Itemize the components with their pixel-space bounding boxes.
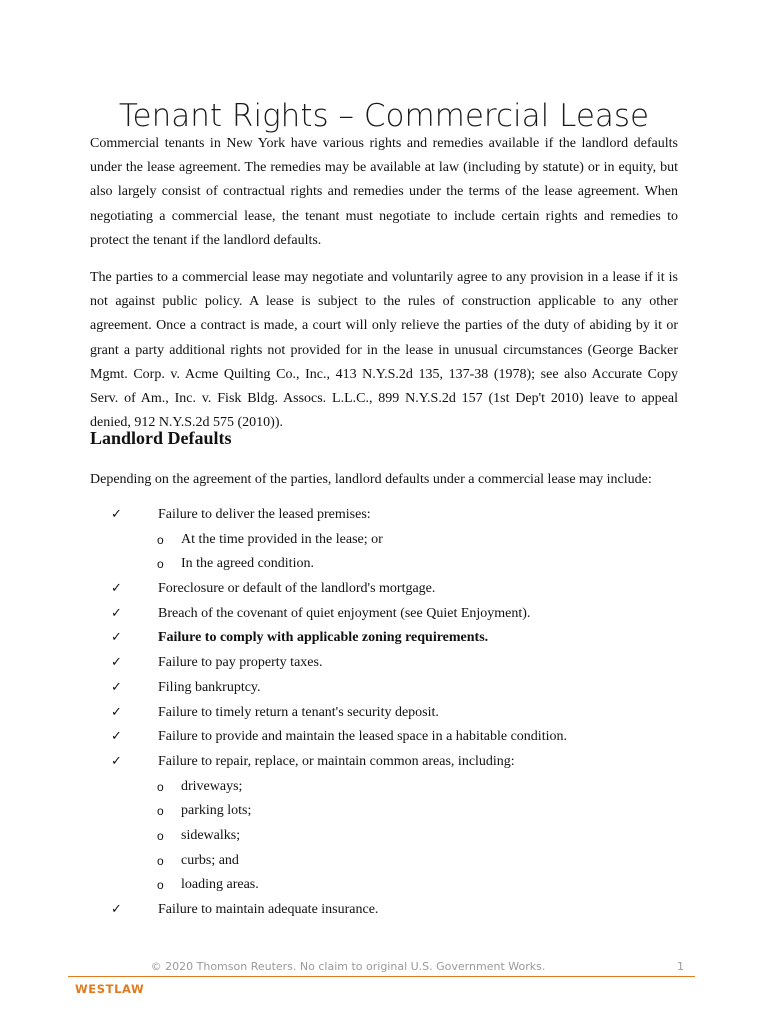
section-heading: Landlord Defaults <box>90 428 232 448</box>
checkmark-icon: ✓ <box>111 581 122 597</box>
sub-list-item-text: curbs; and <box>181 852 239 868</box>
list-item-text: Failure to repair, replace, or maintain common areas, including: <box>158 753 515 769</box>
list-item <box>0 725 768 750</box>
list-item <box>0 503 768 528</box>
sub-list-item-text: sidewalks; <box>181 827 241 843</box>
westlaw-logo: WESTLAW <box>75 982 145 996</box>
intro-paragraph: Commercial tenants in New York have various rights and remedies available if the landlord defaults under the lease agreement. The remedies may be available at law (including by statute) or in equity, but also largely consist of contractual rights and remedies under the terms of the lease agreement. When negotiating a commercial lease, the tenant must negotiate to include certain rights and remedies to protect the tenant if the landlord defaults. <box>90 136 678 248</box>
sub-list-item <box>0 528 768 553</box>
list-item <box>0 626 768 651</box>
checkmark-icon: ✓ <box>111 704 122 720</box>
sub-list-item <box>0 824 768 849</box>
sub-list-item <box>0 775 768 800</box>
list-item <box>0 701 768 726</box>
list-item <box>0 651 768 676</box>
sub-list-item-text: In the agreed condition. <box>181 556 314 572</box>
list-item <box>0 750 768 775</box>
circle-bullet-icon: o <box>157 878 164 893</box>
list-item-text: Filing bankruptcy. <box>158 679 261 695</box>
checkmark-icon: ✓ <box>111 679 122 695</box>
checkmark-icon: ✓ <box>111 630 122 646</box>
circle-bullet-icon: o <box>157 828 164 843</box>
checkmark-icon: ✓ <box>111 655 122 671</box>
sub-list-item-text: parking lots; <box>181 803 252 819</box>
circle-bullet-icon: o <box>157 779 164 794</box>
sub-list-item-text: driveways; <box>181 778 243 794</box>
checkmark-icon: ✓ <box>111 753 122 769</box>
circle-bullet-icon: o <box>157 532 164 547</box>
list-item-text: Failure to deliver the leased premises: <box>158 507 371 522</box>
list-item-text: Failure to pay property taxes. <box>158 655 323 671</box>
circle-bullet-icon: o <box>157 804 164 819</box>
sub-list-item-text: At the time provided in the lease; or <box>181 531 383 547</box>
checkmark-icon: ✓ <box>111 902 122 917</box>
checkmark-icon: ✓ <box>111 729 122 745</box>
footer-divider <box>68 976 695 977</box>
list-item-text: Failure to maintain adequate insurance. <box>158 902 379 917</box>
sub-list-item <box>0 799 768 824</box>
landlord-defaults-list <box>0 503 768 923</box>
legal-paragraph: The parties to a commercial lease may negotiate and voluntarily agree to any provision in a lease if it is not against public policy. A lease is subject to the rules of construction applicable to any other agreement. Once a contract is made, a court will only relieve the parties of the duty of abiding by it or grant a party additional rights not provided for in the lease in unusual circumstances (George Backer Mgmt. Corp. v. Acme Quilting Co., Inc., 413 N.Y.S.2d 135, 137-38 (1978); see also Accurate Copy Serv. of Am., Inc. v. Fisk Bldg. Assocs. L.L.C., 899 N.Y.S.2d 157 (1st Dep't 2010) leave to appeal denied, 912 N.Y.S.2d 575 (2010)). <box>90 270 678 431</box>
list-item <box>0 676 768 701</box>
page-number: 1 <box>677 960 684 973</box>
sub-list-item <box>0 849 768 874</box>
circle-bullet-icon: o <box>157 853 164 868</box>
list-item <box>0 602 768 627</box>
list-item <box>0 577 768 602</box>
list-item-text: Foreclosure or default of the landlord's mortgage. <box>158 581 436 597</box>
list-item-text: Breach of the covenant of quiet enjoyment (see Quiet Enjoyment). <box>158 605 531 621</box>
list-item-text: Failure to timely return a tenant's security deposit. <box>158 704 439 720</box>
sub-list-item <box>0 552 768 577</box>
sub-list-item <box>0 873 768 898</box>
checkmark-icon: ✓ <box>111 605 122 621</box>
list-item <box>0 898 768 923</box>
section-intro: Depending on the agreement of the parties, landlord defaults under a commercial lease may include: <box>90 472 652 487</box>
checkmark-icon: ✓ <box>111 507 122 522</box>
footer-copyright: © 2020 Thomson Reuters. No claim to original U.S. Government Works. <box>150 960 546 973</box>
list-item-text: Failure to provide and maintain the leased space in a habitable condition. <box>158 729 567 745</box>
sub-list-item-text: loading areas. <box>181 877 259 893</box>
page-title: Tenant Rights – Commercial Lease <box>118 98 650 134</box>
circle-bullet-icon: o <box>157 557 164 572</box>
list-item-text-bold: Failure to comply with applicable zoning requirements. <box>158 630 489 646</box>
